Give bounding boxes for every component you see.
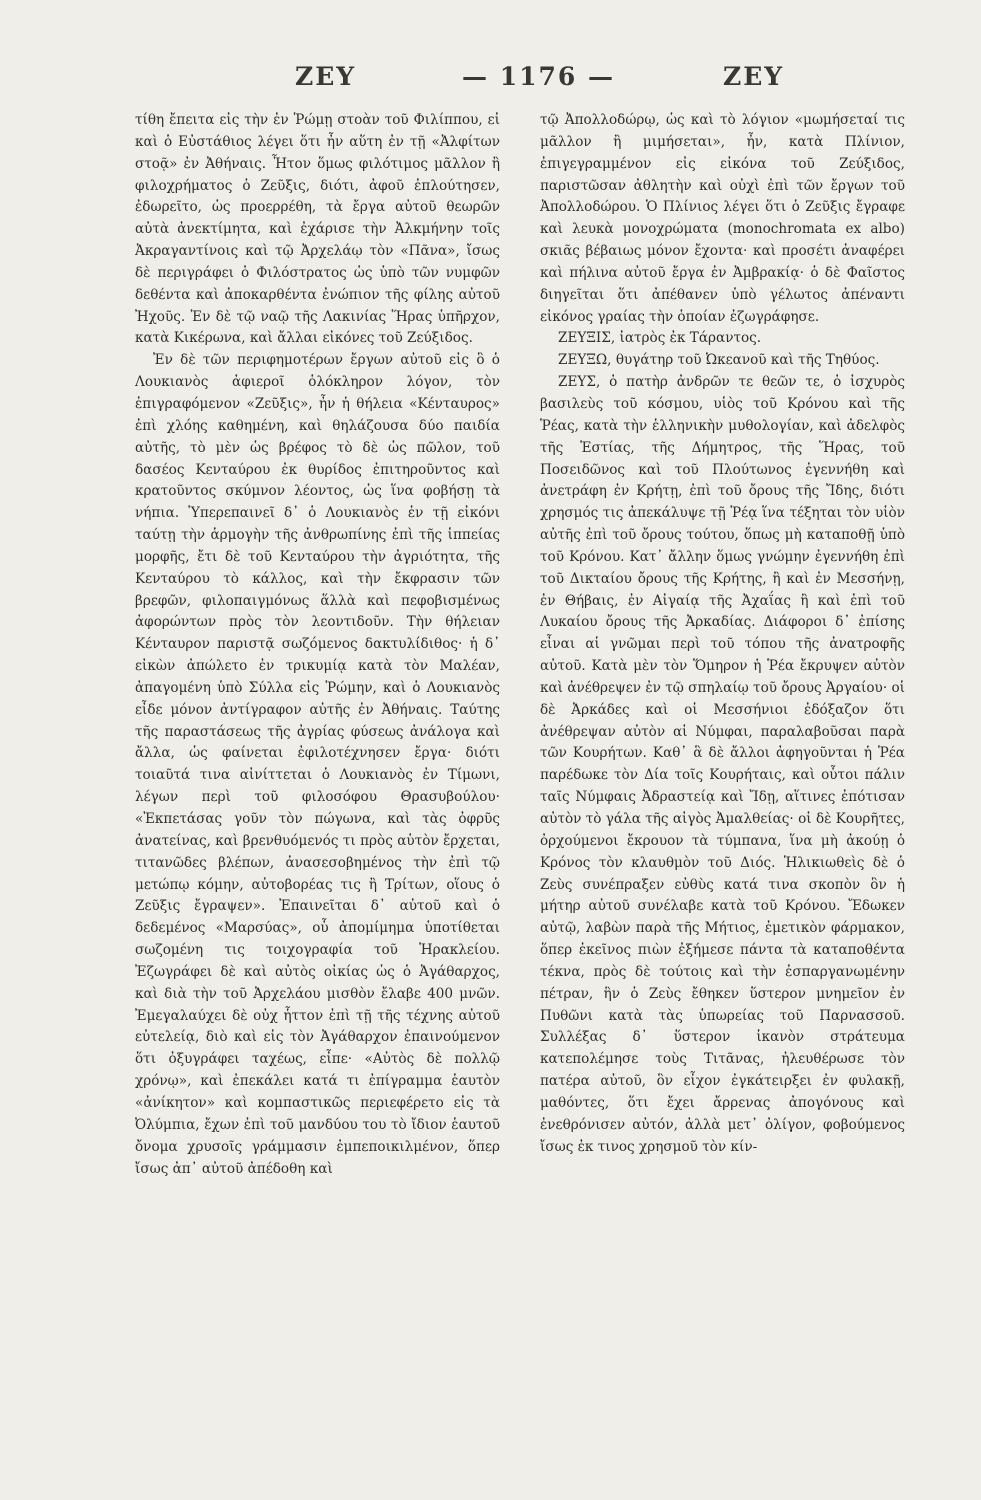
- entry-zeuxo: ΖΕΥΞΩ, θυγάτηρ τοῦ Ὠκεανοῦ καὶ τῆς Τηθύος.: [558, 352, 880, 369]
- entry-zeus: ΖΕΥΣ, ὁ πατὴρ ἀνδρῶν τε θεῶν τε, ὁ ἰσχυρὸς βασιλεὺς τοῦ κόσμου, υἱὸς τοῦ Κρόνου καὶ τῆς Ῥέας, κατὰ τὴν ἑλληνικὴν μυθολογίαν, καὶ ἀδελφὸς τῆς Ἑστίας, τῆς Δήμητρος, τῆς Ἥρας, τοῦ Ποσειδῶνος καὶ τοῦ Πλούτωνος ἐγεννήθη καὶ ἀνετράφη ἐν Κρήτῃ, ἐπὶ τοῦ ὄρους τῆς Ἴδης, διότι χρησμός τις ἀπεκάλυψε τῇ Ῥέᾳ ἵνα τέξηται τὸν υἱὸν αὐτῆς ἐπὶ τοῦ ὄρους τούτου, ὅπως μὴ καταποθῇ ὑπὸ τοῦ Κρόνου. Κατ᾽ ἄλλην ὅμως γνώμην ἐγεννήθη ἐπὶ τοῦ Δικταίου ὄρους τῆς Κρήτης, ἢ καὶ ἐν Μεσσήνῃ, ἐν Θήβαις, ἐν Αἰγαίᾳ τῆς Ἀχαΐας ἢ καὶ ἐπὶ τοῦ Λυκαίου ὄρους τῆς Ἀρκαδίας. Διάφοροι δ᾽ ἐπίσης εἶναι αἱ γνῶμαι περὶ τοῦ τόπου τῆς ἀνατροφῆς αὐτοῦ. Κατὰ μὲν τὸν Ὅμηρον ἡ Ῥέα ἔκρυψεν αὐτὸν καὶ ἀνέθρεψεν ἐν τῷ σπηλαίῳ τοῦ ὄρους Ἀργαίου· οἱ δὲ Ἀρκάδες καὶ οἱ Μεσσήνιοι ἐδόξαζον ὅτι ἀνέθρεψαν αὐτὸν αἱ Νύμφαι, παραλαβοῦσαι παρὰ τῶν Κουρήτων. Καθ᾽ ἃ δὲ ἄλλοι ἀφηγοῦνται ἡ Ῥέα παρέδωκε τὸν Δία τοῖς Κουρήταις, καὶ οὗτοι πάλιν ταῖς Νύμφαις Ἀδραστείᾳ καὶ Ἴδῃ, αἵτινες ἐπότισαν αὐτὸν τὸ γάλα τῆς αἰγὸς Ἀμαλθείας· οἱ δὲ Κουρῆτες, ὀρχούμενοι ἔκρουον τὰ τύμπανα, ἵνα μὴ ἀκούῃ ὁ Κρόνος τὸν κλαυθμὸν τοῦ Διός. Ἡλικιωθεὶς δὲ ὁ Ζεὺς συνέπραξεν εὐθὺς κατά τινα σκοπὸν ὃν ἡ μήτηρ αὐτοῦ συνέλαβε κατὰ τοῦ Κρόνου. Ἔδωκεν αὐτῷ, λαβὼν παρὰ τῆς Μήτιος, ἐμετικὸν φάρμακον, ὅπερ ἐκεῖνος πιὼν ἐξήμεσε πάντα τὰ καταποθέντα τέκνα, πρὸς δὲ τούτοις καὶ τὴν ἐσπαργανωμένην πέτραν, ἣν ὁ Ζεὺς ἔθηκεν ὕστερον μνημεῖον ἐν Πυθῶνι κατὰ τὰς ὑπωρείας τοῦ Παρνασσοῦ. Συλλέξας δ᾽ ὕστερον ἱκανὸν στράτευμα κατεπολέμησε τοὺς Τιτᾶνας, ἠλευθέρωσε τὸν πατέρα αὐτοῦ, ὃν εἶχον ἐγκάτειρξει ἐν φυλακῇ, μαθόντες, ὅτι ἔχει ἄρρενας ἀπογόνους καὶ ἐνεθρόνισεν αὐτόν, ἀλλὰ μετ᾽ ὀλίγον, φοβούμενος ἴσως ἐκ τινος χρησμοῦ τὸν κίν-: [540, 374, 905, 1155]
- entry-zeuxis-physician: ΖΕΥΞΙΣ, ἰατρὸς ἐκ Τάραντος.: [558, 330, 762, 347]
- paragraph: Ἐν δὲ τῶν περιφημοτέρων ἔργων αὐτοῦ εἰς ὃ ὁ Λουκιανὸς ἀφιεροῖ ὁλόκληρον λόγον, τὸν ἐπιγραφόμενον «Ζεῦξις», ἦν ἡ θήλεια «Κένταυρος» ἐπὶ χλόης καθημένη, καὶ θηλάζουσα δύο παιδία αὐτῆς, τὸ μὲν ὡς βρέφος τὸ δὲ ὡς πῶλον, τοῦ δασέος Κενταύρου ἐκ θυρίδος ἐπιτηροῦντος καὶ κρατοῦντος σκύμνον λέοντος, ὡς ἵνα φοβήσῃ τὰ νήπια. Ὑπερεπαινεῖ δ᾽ ὁ Λουκιανὸς ἐν τῇ εἰκόνι ταύτῃ τὴν ἁρμογὴν τῆς ἀνθρωπίνης ἐπὶ τῆς ἱππείας μορφῆς, ἔτι δὲ τοῦ Κενταύρου τὴν ἀγριότητα, τῆς Κενταύρου τὸ κάλλος, καὶ τὴν ἔκφρασιν τῶν βρεφῶν, φιλοπαιγμόνως ἅλλὰ καὶ πεφοβισμένως ἀφορώντων πρὸς τὸν λεοντιδοῦν. Τὴν θήλειαν Κένταυρον παριστᾷ σωζόμενος δακτυλίδιθος· ἡ δ᾽ εἰκὼν ἀπώλετο ἐν τρικυμίᾳ κατὰ τὸν Μαλέαν, ἀπαγομένη ὑπὸ Σύλλα εἰς Ῥώμην, καὶ ὁ Λουκιανὸς εἶδε μόνον ἀντίγραφον αὐτῆς ἐν Ἀθήναις. Ταύτης τῆς παραστάσεως τῆς ἀγρίας φύσεως ἀνάλογα καὶ ἄλλα, ὡς φαίνεται ἐφιλοτέχνησεν ἔργα· διότι τοιαῦτά τινα αἰνίττεται ὁ Λουκιανὸς ἐν Τίμωνι, λέγων περὶ τοῦ φιλοσόφου Θρασυβούλου· «Ἐκπετάσας γοῦν τὸν πώγωνα, καὶ τὰς ὀφρῦς ἀνατείνας, καὶ βρενθυόμενός τι πρὸς αὑτὸν ἔρχεται, τιτανῶδες βλέπων, ἀνασεσοβημένος τὴν ἐπὶ τῷ μετώπῳ κόμην, αὐτοβορέας τις ἢ Τρίτων, οἵους ὁ Ζεῦξις ἔγραψεν». Ἐπαινεῖται δ᾽ αὐτοῦ καὶ ὁ δεδεμένος «Μαρσύας», οὗ ἀπομίμημα ὑποτίθεται σωζομένη τις τοιχογραφία τοῦ Ἡρακλείου. Ἐζωγράφει δὲ καὶ αὐτὸς οἰκίας ὡς ὁ Ἀγάθαρχος, καὶ διὰ τὴν τοῦ Ἀρχελάου μισθὸν ἔλαβε 400 μνῶν. Ἐμεγαλαύχει δὲ οὐχ ἧττον ἐπὶ τῇ τῆς τέχνης αὐτοῦ εὐτελείᾳ, διὸ καὶ εἰς τὸν Ἀγάθαρχον ἐπαινούμενον ὅτι ὀξυγράφει ταχέως, εἶπε· «Αὐτὸς δὲ πολλῷ χρόνῳ», καὶ ἐπεκάλει κατά τι ἐπίγραμμα ἑαυτὸν «ἀνίκητον» καὶ κομπαστικῶς περιεφέρετο εἰς τὰ Ὀλύμπια, ἔχων ἐπὶ τοῦ μανδύου του τὸ ἴδιον ἑαυτοῦ ὄνομα χρυσοῖς γράμμασιν ἐμπεποικιλμένον, ὅπερ ἴσως ἀπ᾽ αὐτοῦ ἀπέδοθη καὶ: [135, 352, 500, 1177]
- paragraph: τῷ Ἀπολλοδώρῳ, ὡς καὶ τὸ λόγιον «μωμήσεταί τις μᾶλλον ἢ μιμήσεται», ἦν, κατὰ Πλίνιον, ἐπιγεγραμμένον εἰς εἰκόνα τοῦ Ζεύξιδος, παριστῶσαν ἀθλητὴν καὶ οὐχὶ ἐπὶ τῶν ἔργων τοῦ Ἀπολλοδώρου. Ὁ Πλίνιος λέγει ὅτι ὁ Ζεῦξις ἔγραφε καὶ λευκὰ μονοχρώματα (monochromata ex albo) σκιᾶς βέβαιως μόνον ἔχοντα· καὶ προσέτι ἀναφέρει καὶ πήλινα αὐτοῦ ἔργα ἐν Ἀμβρακίᾳ· ὁ δὲ Φαῖστος διηγεῖται ὅτι ἀπέθανεν ὑπὸ γέλωτος ἀπέναντι εἰκόνος γραίας τὴν ὁποίαν ἐζωγράφησε.: [540, 112, 905, 325]
- page-number: — 1176 —: [462, 62, 615, 91]
- right-column: [540, 110, 905, 1159]
- running-head-right: ΖΕΥ: [723, 62, 785, 91]
- left-column: [135, 110, 500, 1180]
- paragraph: τίθη ἔπειτα εἰς τὴν ἐν Ῥώμῃ στοὰν τοῦ Φιλίππου, εἰ καὶ ὁ Εὐστάθιος λέγει ὅτι ἦν αὕτη ἐν τῇ «Ἀλφίτων στοᾷ» ἐν Ἀθήναις. Ἦτον ὅμως φιλότιμος μᾶλλον ἢ φιλοχρήματος ὁ Ζεῦξις, διότι, ἀφοῦ ἐπλούτησεν, ἐδωρεῖτο, ὡς προερρέθη, τὰ ἔργα αὐτοῦ θεωρῶν αὐτὰ ἀνεκτίμητα, καὶ ἐχάρισε τὴν Ἀλκμήνην τοῖς Ἀκραγαντίνοις καὶ τῷ Ἀρχελάῳ τὸν «Πᾶνα», ἴσως δὲ περιγράφει ὁ Φιλόστρατος ὡς ὑπὸ τῶν νυμφῶν δεθέντα καὶ ἀποκαρθέντα ἐνώπιον τῆς φίλης αὐτοῦ Ἠχοῦς. Ἐν δὲ τῷ ναῷ τῆς Λακινίας Ἥρας ὑπῆρχον, κατὰ Κικέρωνα, καὶ ἄλλαι εἰκόνες τοῦ Ζεύξιδος.: [135, 112, 500, 347]
- running-head-left: ΖΕΥ: [295, 62, 357, 91]
- page-header: [135, 62, 865, 102]
